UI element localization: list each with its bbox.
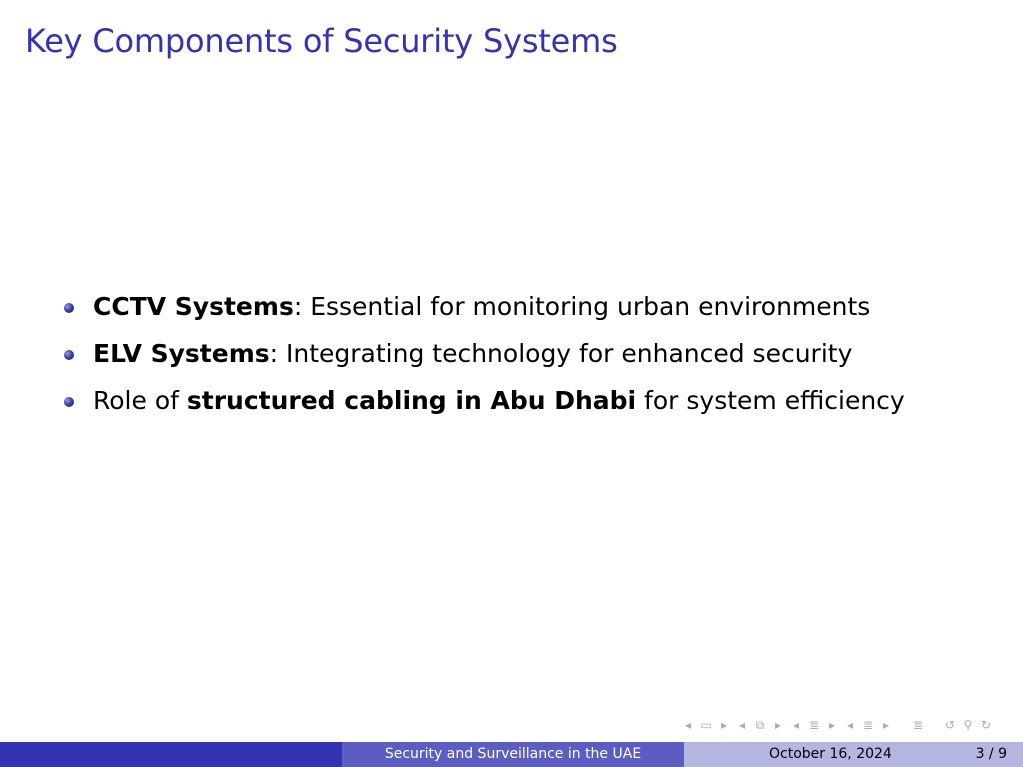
nav-next-subsubsection-icon[interactable]: ▸ (882, 718, 890, 732)
bullet-icon (64, 350, 74, 360)
nav-frame-icon[interactable]: ▭ (700, 718, 712, 732)
bullet-icon (64, 397, 74, 407)
bullet-text: : Essential for monitoring urban environments (293, 292, 871, 321)
bullet-text: : Integrating technology for enhanced security (269, 339, 853, 368)
bullet-bold-text: CCTV Systems (93, 292, 294, 321)
bullet-item-cabling (62, 381, 905, 428)
bullet-item-elv (62, 334, 905, 381)
nav-prev-section-icon[interactable]: ◂ (738, 718, 746, 732)
bullet-icon (64, 303, 74, 313)
footer-title: Security and Surveillance in the UAE (342, 742, 684, 767)
bullet-bold-text: ELV Systems (93, 339, 270, 368)
footer-right-block (684, 742, 1023, 767)
nav-forward-icon[interactable]: ↻ (980, 718, 992, 732)
nav-subsection-icon[interactable]: ≣ (808, 718, 820, 732)
footer-left-block (0, 742, 342, 767)
nav-spacer (897, 718, 907, 732)
nav-prev-subsubsection-icon[interactable]: ◂ (846, 718, 854, 732)
bullet-text: for system efficiency (636, 386, 905, 415)
nav-back-icon[interactable]: ↺ (944, 718, 956, 732)
navigation-bar (681, 718, 993, 732)
slide-title: Key Components of Security Systems (25, 22, 618, 60)
footer-page-number: 3 / 9 (975, 746, 1007, 762)
nav-first-icon[interactable]: ◂ (684, 718, 692, 732)
bullet-list (62, 287, 905, 428)
bullet-bold-text: structured cabling in Abu Dhabi (186, 386, 637, 415)
nav-subsubsection-icon[interactable]: ≣ (862, 718, 874, 732)
bullet-prefix-text: Role of (93, 386, 187, 415)
nav-spacer (929, 718, 939, 732)
nav-outline-icon[interactable]: ≣ (912, 718, 924, 732)
nav-search-icon[interactable]: ⚲ (963, 718, 973, 732)
nav-next-section-icon[interactable]: ▸ (774, 718, 782, 732)
footer (0, 742, 1023, 767)
bullet-item-cctv (62, 287, 905, 334)
footer-date: October 16, 2024 (769, 746, 892, 762)
nav-section-icon[interactable]: ⧉ (755, 718, 765, 732)
nav-next-icon[interactable]: ▸ (720, 718, 728, 732)
nav-next-subsection-icon[interactable]: ▸ (828, 718, 836, 732)
nav-prev-subsection-icon[interactable]: ◂ (792, 718, 800, 732)
